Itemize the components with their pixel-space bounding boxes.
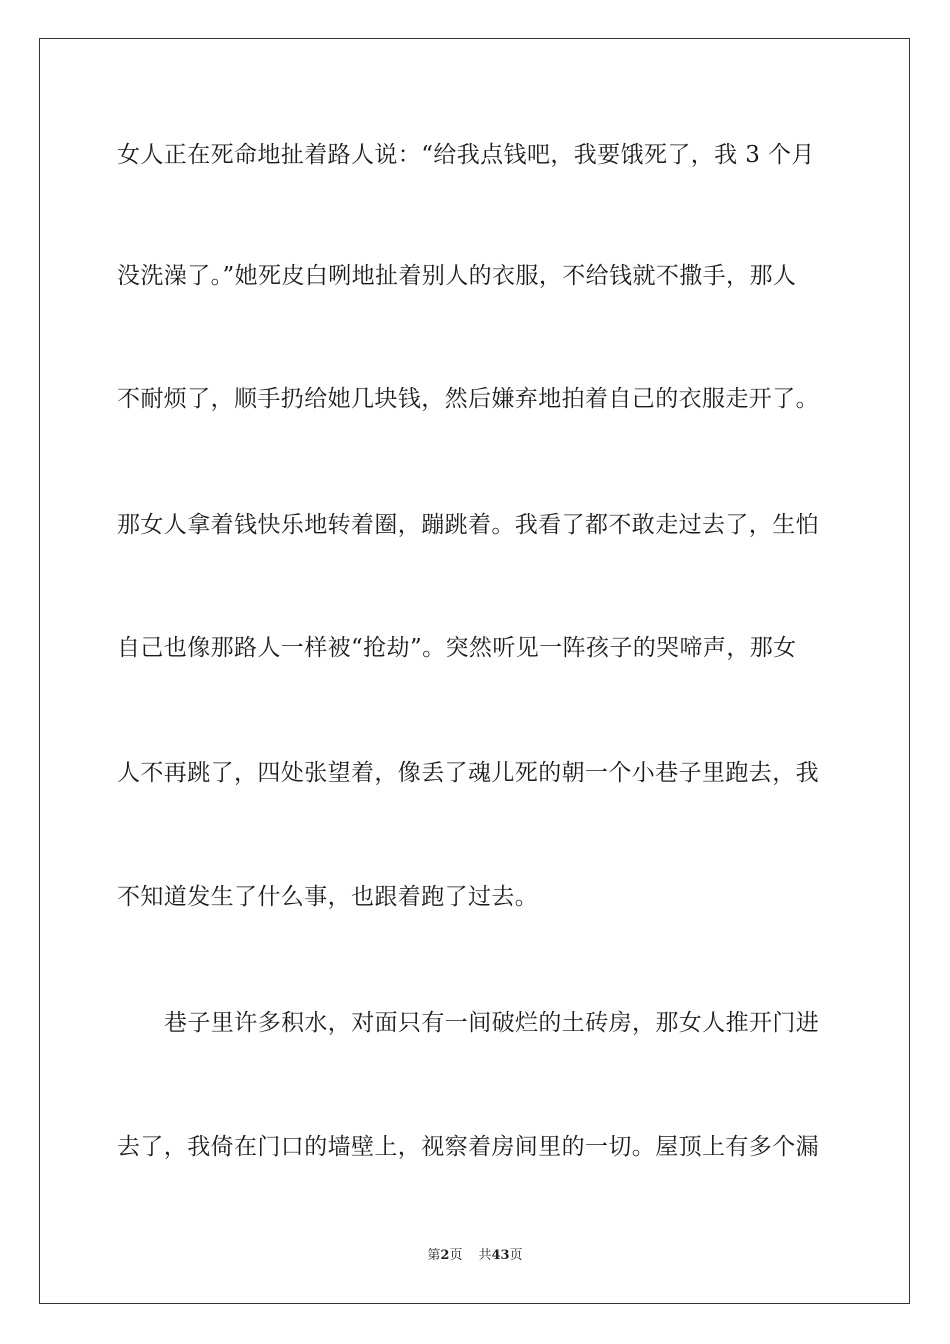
page-prefix: 第 <box>427 1248 441 1263</box>
body-text-line-5: 自己也像那路人一样被“抢劫”。突然听见一阵孩子的哭啼声，那女 <box>117 635 797 661</box>
body-text-line-9: 去了，我倚在门口的墙壁上，视察着房间里的一切。屋顶上有多个漏 <box>117 1134 819 1160</box>
page-border <box>39 38 910 1304</box>
body-text-line-2: 没洗澡了。”她死皮白咧地扯着别人的衣服，不给钱就不撒手，那人 <box>117 263 797 289</box>
page-footer <box>0 1247 950 1265</box>
page-suffix: 页 <box>449 1248 463 1263</box>
body-text-line-4: 那女人拿着钱快乐地转着圈，蹦跳着。我看了都不敢走过去了，生怕 <box>117 512 819 538</box>
body-text-line-7: 不知道发生了什么事，也跟着跑了过去。 <box>117 884 539 910</box>
page-number: 2 <box>440 1248 450 1263</box>
total-prefix: 共 <box>478 1248 492 1263</box>
total-suffix: 页 <box>509 1248 523 1263</box>
body-text-line-6: 人不再跳了，四处张望着，像丢了魂儿死的朝一个小巷子里跑去，我 <box>117 760 819 786</box>
body-text-line-8: 巷子里许多积水，对面只有一间破烂的土砖房，那女人推开门进 <box>164 1010 820 1036</box>
body-text-line-1: 女人正在死命地扯着路人说：“给我点钱吧，我要饿死了，我 3 个月 <box>117 142 815 168</box>
total-pages: 43 <box>491 1248 510 1263</box>
body-text-line-3: 不耐烦了，顺手扔给她几块钱，然后嫌弃地拍着自己的衣服走开了。 <box>117 386 819 412</box>
